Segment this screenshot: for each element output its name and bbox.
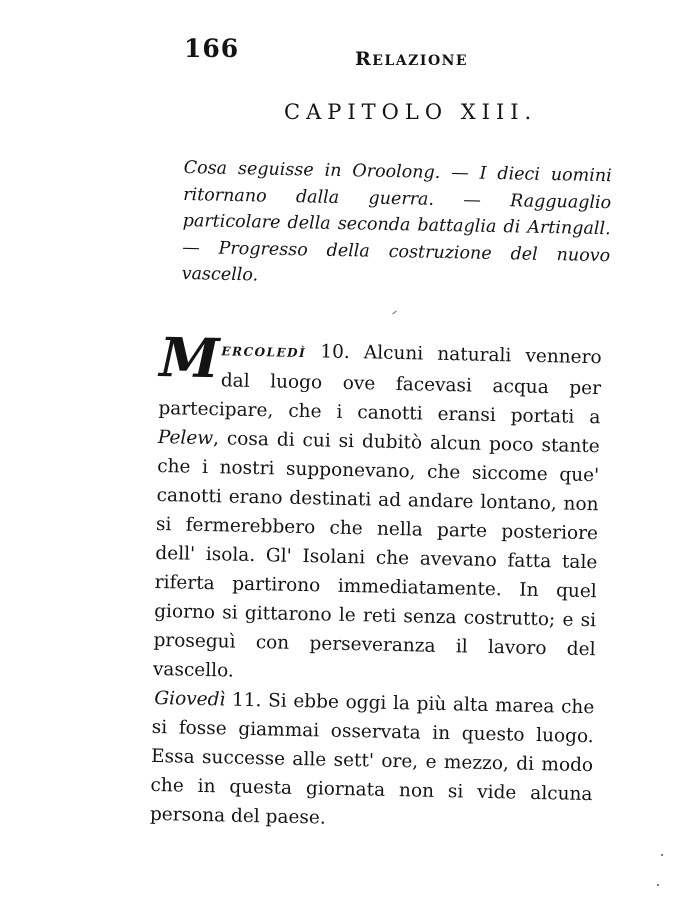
paragraph-mercoledi — [152, 325, 602, 693]
paragraph-text-a: 10. Alcuni naturali vennero dal luogo ove facevasi acqua per partecipare, che i canotti eransi portati a — [158, 341, 602, 429]
chapter-summary: Cosa seguisse in Oroolong. — I dieci uomini ritornano dalla guerra. — Ragguaglio particolare della seconda battaglia di Artingall. — Progresso della costruzione del nuovo vascello. — [181, 157, 612, 286]
ink-speck — [661, 854, 663, 856]
drop-cap: M — [158, 325, 220, 391]
body-text — [149, 325, 602, 838]
ink-speck — [657, 884, 659, 886]
running-head-initial: R — [355, 48, 373, 70]
paragraph-text: 11. Si ebbe oggi la più alta marea che si fosse giammai osservata in questo luogo. Essa successe alle sett' ore, e mezzo, di modo che in questa giornata non si vide alcuna persona del paese. — [149, 689, 595, 829]
running-head — [355, 48, 468, 70]
page-number: 166 — [184, 34, 240, 63]
paragraph-text-b: , cosa di cui si dubitò alcun poco stante che i nostri supponevano, che siccome que' canotti erano destinati ad andare lontano, non si fermerebbero che nella parte posteriore dell' isola. Gl' Isolani che avevano fatta tale riferta partirono immediatamente. In quel giorno si gittarono le reti senza costrutto; e si proseguì con perseveranza il lavoro del vascello. — [152, 428, 600, 682]
lead-word: ERCOLEDÌ — [221, 344, 307, 361]
place-name: Pelew — [157, 426, 214, 450]
paragraph-giovedi — [150, 684, 595, 838]
ink-mark — [392, 311, 396, 315]
running-head-rest: ELAZIONE — [372, 53, 469, 69]
chapter-title: CAPITOLO XIII. — [284, 100, 538, 124]
day-name: Giovedì — [154, 687, 226, 711]
